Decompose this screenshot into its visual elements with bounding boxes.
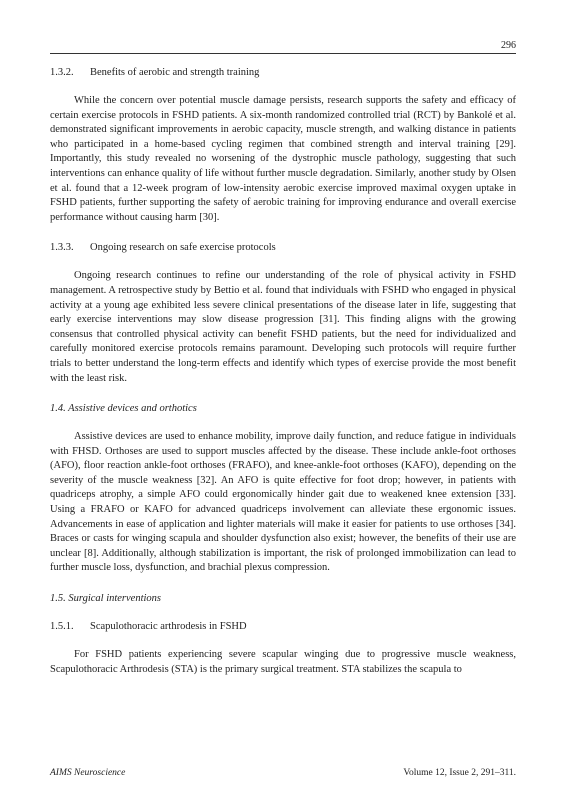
paragraph-assistive-devices: Assistive devices are used to enhance mobility, improve daily function, and reduce fatigue in individuals with FHSD. Orthoses are used to support muscles affected by the disease. These include ankle-foot orthoses (AFO), floor reaction ankle-foot orthoses (FRAFO), and knee-ankle-foot orthoses (KAFO), depending on the severity of the muscle weakness [32]. An AFO is quite effective for foot drop; however, in patients with quadriceps atrophy, a simple AFO could ergonomically hinder gait due to weakened knee extension [33]. Using a FRAFO or KAFO for advanced quadriceps involvement can alleviate these ergonomic issues. Advancements in ease of application and lighter materials will make it easier for patients to use orthoses [34]. Braces or casts for winging scapula and shoulder dysfunction also exist; however, the benefits of their use are unclear [8]. Additionally, although stabilization is important, the risk of prolonged immobilization can lead to further muscle loss, dysfunction, and brachial plexus compression. — [50, 431, 516, 574]
section-title: Ongoing research on safe exercise protocols — [90, 242, 276, 254]
section-number: 1.5.1. — [50, 621, 74, 633]
section-number: 1.3.3. — [50, 242, 74, 254]
section-title: Benefits of aerobic and strength training — [90, 67, 260, 78]
paragraph-aerobic-strength: While the concern over potential muscle damage persists, research supports the safety and efficacy of certain exercise protocols in FSHD patients. A six-month randomized controlled trial (RCT) by Bankolé et al. demonstrated significant improvements in aerobic capacity, muscle strength, and walking distance in patients who participated in a home-based cycling regimen that combined strength and interval training [29]. Importantly, this study revealed no worsening of the dystrophic muscle pathology, suggesting that such interventions can enhance quality of life without further muscle degradation. Similarly, another study by Olsen et al. found that a 12-week program of low-intensity aerobic exercise improved maximal oxygen uptake in FSHD patients, further supporting the safety of aerobic training for improving endurance and overall exercise performance without causing harm [30]. — [50, 95, 516, 223]
section-title: Scapulothoracic arthrodesis in FSHD — [90, 621, 247, 633]
section-heading-1-3-2 — [50, 66, 516, 80]
page-number: 296 — [501, 40, 516, 51]
section-heading-1-3-3 — [50, 241, 516, 255]
section-heading-1-5: 1.5. Surgical interventions — [50, 593, 162, 605]
paragraph-ongoing-research: Ongoing research continues to refine our understanding of the role of physical activity in FSHD management. A retrospective study by Bettio et al. found that individuals with FSHD who engaged in physical activity at a young age exhibited less severe clinical presentations of the disease later in life, suggesting that early exercise interventions may slow disease progression [31]. This finding aligns with the growing consensus that controlled physical activity can benefit FSHD patients, but the need for individualized and carefully monitored exercise protocols remains paramount. Developing such protocols will require further trials to better understand the long-term effects and identify which types of exercise provide the most benefit with the least risk. — [50, 270, 516, 384]
header-rule — [50, 53, 516, 54]
section-heading-1-5-1 — [50, 620, 516, 634]
footer-journal-name: AIMS Neuroscience — [50, 768, 126, 778]
paragraph-scapulothoracic: For FSHD patients experiencing severe scapular winging due to progressive muscle weakness, Scapulothoracic Arthrodesis (STA) is the primary surgical treatment. STA stabilizes the scapula to — [50, 649, 516, 675]
section-heading-1-4: 1.4. Assistive devices and orthotics — [50, 403, 197, 415]
footer-citation: Volume 12, Issue 2, 291–311. — [403, 768, 516, 778]
article-body — [50, 66, 516, 693]
section-number: 1.3.2. — [50, 67, 74, 78]
